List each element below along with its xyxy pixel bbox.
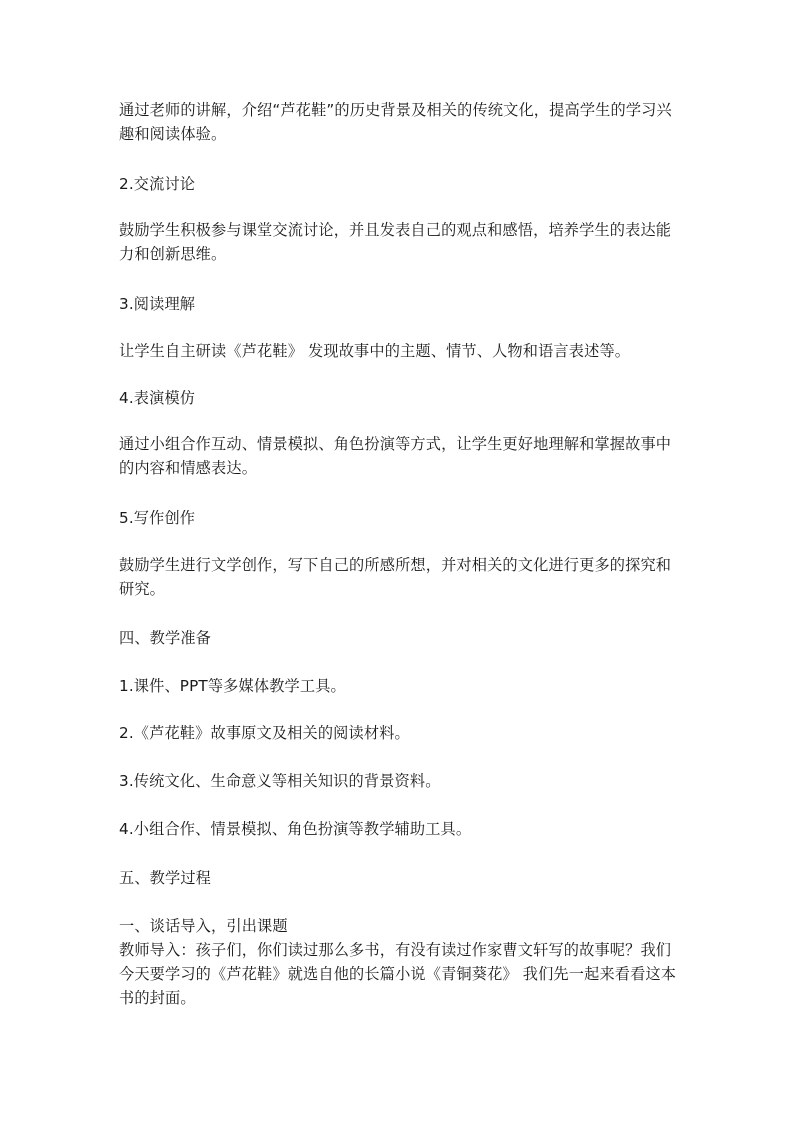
heading-reading: 3.阅读理解 <box>119 295 196 313</box>
section-heading-preparation: 四、教学准备 <box>119 629 212 647</box>
list-item-prep-2: 2.《芦花鞋》故事原文及相关的阅读材料。 <box>119 724 410 742</box>
list-item-prep-3: 3.传统文化、生命意义等相关知识的背景资料。 <box>119 772 441 790</box>
list-item-prep-1: 1.课件、PPT等多媒体教学工具。 <box>119 677 346 695</box>
subheading-introduction: 一、谈话导入，引出课题 <box>119 917 288 935</box>
list-item-prep-4: 4.小组合作、情景模拟、角色扮演等教学辅助工具。 <box>119 820 472 838</box>
heading-discussion: 2.交流讨论 <box>119 175 196 193</box>
paragraph-reading: 让学生自主研读《芦花鞋》 发现故事中的主题、情节、人物和语言表述等。 <box>119 342 631 360</box>
heading-performance: 4.表演模仿 <box>119 389 196 407</box>
paragraph-writing: 鼓励学生进行文学创作，写下自己的所感所想，并对相关的文化进行更多的探究和研究。 <box>119 556 672 598</box>
paragraph-performance: 通过小组合作互动、情景模拟、角色扮演等方式，让学生更好地理解和掌握故事中的内容和情感表达。 <box>119 435 672 477</box>
section-heading-process: 五、教学过程 <box>119 869 212 887</box>
heading-writing: 5.写作创作 <box>119 509 196 527</box>
paragraph-discussion: 鼓励学生积极参与课堂交流讨论，并且发表自己的观点和感悟，培养学生的表达能力和创新思维。 <box>119 221 672 263</box>
paragraph-intro-explanation: 通过老师的讲解，介绍“芦花鞋”的历史背景及相关的传统文化，提高学生的学习兴趣和阅读体验。 <box>119 101 672 143</box>
paragraph-teacher-intro: 教师导入：孩子们，你们读过那么多书，有没有读过作家曹文轩写的故事呢？我们今天要学习的《芦花鞋》就选自他的长篇小说《青铜葵花》 我们先一起来看看这本书的封面。 <box>119 941 677 1007</box>
